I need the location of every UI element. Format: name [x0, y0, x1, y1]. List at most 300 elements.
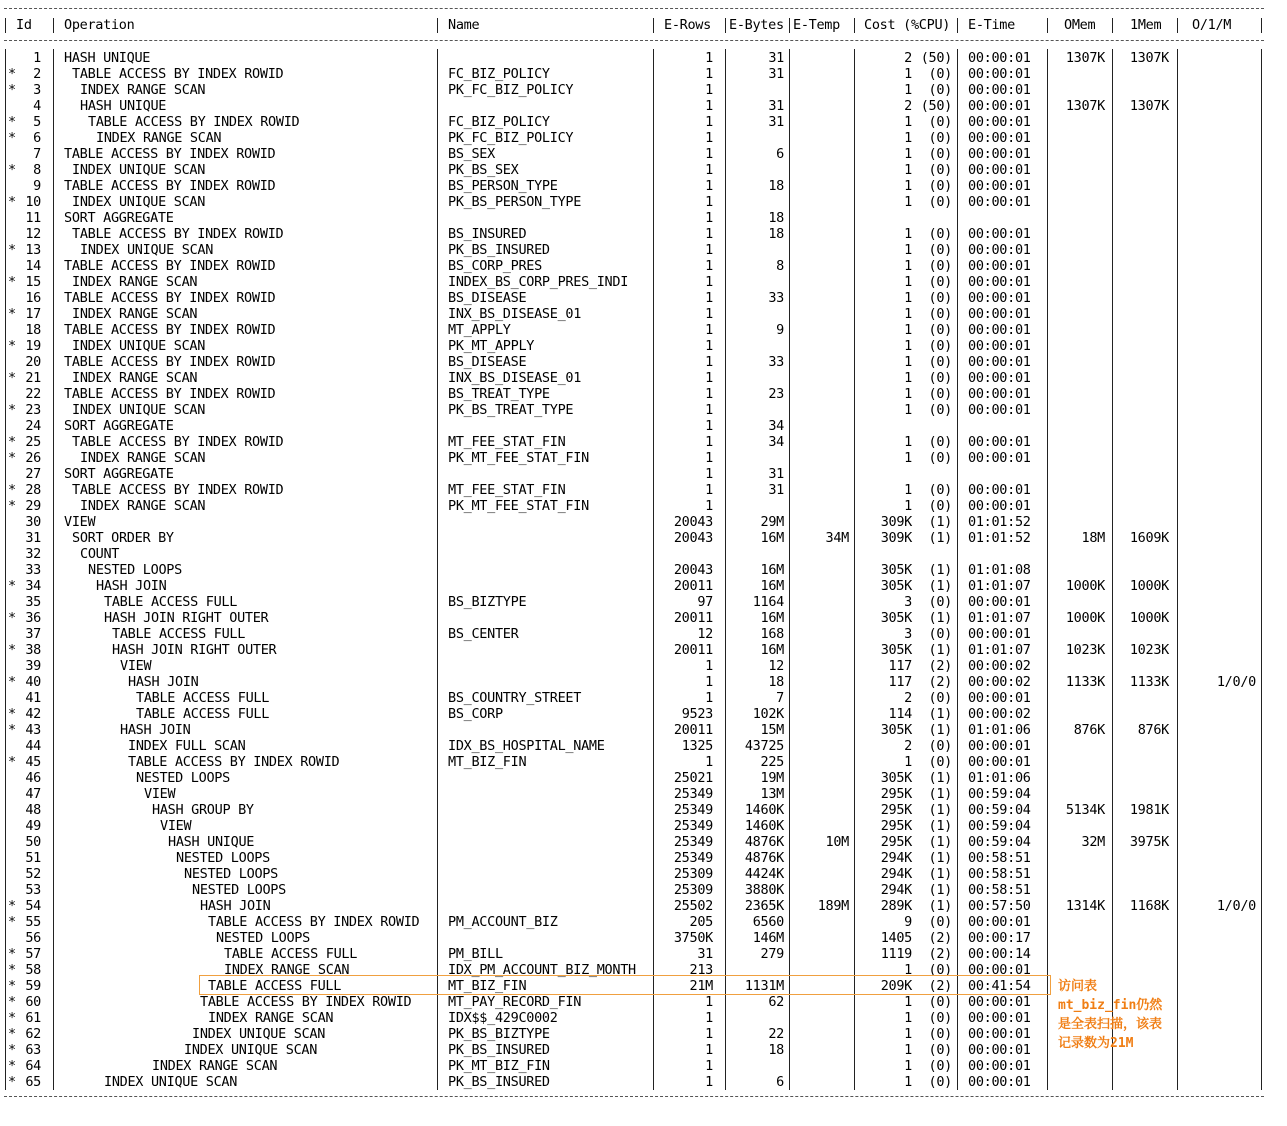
row-operation: SORT AGGREGATE [64, 418, 174, 434]
plan-row [0, 754, 1287, 770]
row-cost: 309K [880, 514, 912, 530]
row-erows: 1 [705, 290, 713, 306]
row-name: MT_FEE_STAT_FIN [448, 482, 566, 498]
row-erows: 1 [705, 1010, 713, 1026]
row-operation: VIEW [160, 818, 192, 834]
row-ebytes: 22 [768, 1026, 784, 1042]
row-erows: 1 [705, 434, 713, 450]
plan-row [0, 866, 1287, 882]
row-erows: 1 [705, 226, 713, 242]
row-cpu: (0) [928, 626, 952, 642]
separator-header [1177, 18, 1178, 33]
separator-header [1047, 18, 1048, 33]
row-id: 14 [25, 258, 41, 274]
row-cost: 1119 [880, 946, 912, 962]
row-cost: 1 [904, 66, 912, 82]
row-name: BS_INSURED [448, 226, 527, 242]
row-cpu: (0) [928, 434, 952, 450]
row-cpu: (0) [928, 1026, 952, 1042]
header-ebytes: E-Bytes [729, 17, 784, 33]
row-operation: INDEX UNIQUE SCAN [104, 1074, 238, 1090]
row-name: FC_BIZ_POLICY [448, 114, 550, 130]
row-id: 33 [25, 562, 41, 578]
row-operation: INDEX UNIQUE SCAN [72, 402, 206, 418]
row-etime: 00:00:01 [968, 1010, 1031, 1026]
row-cpu: (0) [928, 370, 952, 386]
row-id: 26 [25, 450, 41, 466]
row-1mem: 1000K [1129, 610, 1169, 626]
row-cpu: (0) [928, 146, 952, 162]
row-name: BS_CORP [448, 706, 503, 722]
row-cost: 1 [904, 226, 912, 242]
row-cost: 1 [904, 482, 912, 498]
plan-row [0, 402, 1287, 418]
row-operation: INDEX UNIQUE SCAN [80, 242, 214, 258]
plan-row [0, 434, 1287, 450]
row-etime: 00:00:01 [968, 114, 1031, 130]
plan-row [0, 242, 1287, 258]
row-operation: TABLE ACCESS BY INDEX ROWID [88, 114, 300, 130]
row-erows: 1 [705, 690, 713, 706]
row-operation: INDEX UNIQUE SCAN [192, 1026, 326, 1042]
row-name: INX_BS_DISEASE_01 [448, 370, 582, 386]
row-id: 36 [25, 610, 41, 626]
row-erows: 12 [697, 626, 713, 642]
row-cpu: (0) [928, 162, 952, 178]
row-cpu: (0) [928, 1042, 952, 1058]
row-1mem: 1307K [1129, 50, 1169, 66]
row-operation: TABLE ACCESS BY INDEX ROWID [208, 914, 420, 930]
row-cost: 1 [904, 338, 912, 354]
row-cost: 1 [904, 1074, 912, 1090]
row-etime: 00:59:04 [968, 834, 1031, 850]
row-etime: 00:00:01 [968, 1042, 1031, 1058]
plan-row [0, 226, 1287, 242]
annotation-line-2: mt_biz_fin仍然 [1058, 998, 1163, 1013]
row-etime: 00:59:04 [968, 786, 1031, 802]
row-cpu: (0) [928, 290, 952, 306]
row-erows: 1 [705, 674, 713, 690]
row-star: * [8, 578, 16, 594]
row-1mem: 1168K [1129, 898, 1169, 914]
plan-row [0, 722, 1287, 738]
row-star: * [8, 242, 16, 258]
row-erows: 1 [705, 210, 713, 226]
plan-row [0, 642, 1287, 658]
row-erows: 1 [705, 98, 713, 114]
row-cpu: (0) [928, 306, 952, 322]
row-cpu: (0) [928, 178, 952, 194]
plan-row [0, 354, 1287, 370]
row-ebytes: 29M [760, 514, 784, 530]
plan-row [0, 1074, 1287, 1090]
row-erows: 1 [705, 1042, 713, 1058]
row-etime: 00:41:54 [968, 978, 1031, 994]
row-ebytes: 31 [768, 466, 784, 482]
plan-row [0, 386, 1287, 402]
row-erows: 1 [705, 1074, 713, 1090]
row-etime: 00:00:01 [968, 66, 1031, 82]
row-erows: 1 [705, 354, 713, 370]
row-name: PK_BS_PERSON_TYPE [448, 194, 582, 210]
row-operation: HASH JOIN [96, 578, 167, 594]
row-name: PK_BS_SEX [448, 162, 519, 178]
row-star: * [8, 162, 16, 178]
top-divider [4, 8, 1264, 9]
row-etemp: 189M [817, 898, 849, 914]
row-name: PK_MT_APPLY [448, 338, 535, 354]
row-id: 54 [25, 898, 41, 914]
row-cost: 294K [880, 866, 912, 882]
row-id: 37 [25, 626, 41, 642]
row-operation: HASH GROUP BY [152, 802, 254, 818]
row-etime: 00:00:01 [968, 178, 1031, 194]
row-erows: 21M [689, 978, 713, 994]
row-operation: TABLE ACCESS BY INDEX ROWID [128, 754, 340, 770]
row-cpu: (0) [928, 1074, 952, 1090]
annotation-line-4: 记录数为21M [1058, 1036, 1134, 1051]
row-cpu: (50) [920, 98, 952, 114]
row-name: INDEX_BS_CORP_PRES_INDI [448, 274, 629, 290]
row-cost: 2 [904, 98, 912, 114]
plan-row [0, 546, 1287, 562]
plan-row [0, 146, 1287, 162]
row-id: 35 [25, 594, 41, 610]
row-cost: 1 [904, 178, 912, 194]
plan-row [0, 450, 1287, 466]
row-star: * [8, 450, 16, 466]
plan-row [0, 306, 1287, 322]
row-operation: HASH UNIQUE [64, 50, 151, 66]
plan-row [0, 418, 1287, 434]
row-cost: 1 [904, 1058, 912, 1074]
row-cpu: (0) [928, 402, 952, 418]
plan-row [0, 482, 1287, 498]
row-1mem: 1000K [1129, 578, 1169, 594]
row-etemp: 10M [825, 834, 849, 850]
row-cpu: (0) [928, 322, 952, 338]
row-ebytes: 31 [768, 114, 784, 130]
row-star: * [8, 994, 16, 1010]
row-erows: 1 [705, 418, 713, 434]
row-cpu: (0) [928, 338, 952, 354]
row-operation: INDEX RANGE SCAN [152, 1058, 278, 1074]
row-cpu: (1) [928, 818, 952, 834]
row-id: 47 [25, 786, 41, 802]
row-cpu: (0) [928, 1058, 952, 1074]
row-omem: 5134K [1065, 802, 1105, 818]
row-ebytes: 43725 [744, 738, 784, 754]
row-name: PK_BS_INSURED [448, 1074, 550, 1090]
row-id: 63 [25, 1042, 41, 1058]
row-operation: NESTED LOOPS [192, 882, 286, 898]
row-id: 48 [25, 802, 41, 818]
row-cpu: (1) [928, 866, 952, 882]
row-erows: 1 [705, 466, 713, 482]
row-ebytes: 1460K [744, 802, 784, 818]
row-id: 51 [25, 850, 41, 866]
plan-row [0, 850, 1287, 866]
row-etime: 00:00:01 [968, 594, 1031, 610]
row-star: * [8, 274, 16, 290]
row-cost: 1 [904, 498, 912, 514]
row-cpu: (1) [928, 786, 952, 802]
row-cost: 1 [904, 146, 912, 162]
row-erows: 3750K [673, 930, 713, 946]
row-cost: 1 [904, 114, 912, 130]
row-star: * [8, 946, 16, 962]
row-cpu: (1) [928, 530, 952, 546]
row-name: PK_FC_BIZ_POLICY [448, 130, 574, 146]
row-cpu: (0) [928, 738, 952, 754]
row-operation: INDEX UNIQUE SCAN [72, 194, 206, 210]
row-star: * [8, 1026, 16, 1042]
row-id: 56 [25, 930, 41, 946]
row-operation: HASH JOIN [200, 898, 271, 914]
row-name: BS_TREAT_TYPE [448, 386, 550, 402]
row-id: 58 [25, 962, 41, 978]
row-operation: TABLE ACCESS FULL [224, 946, 358, 962]
row-ebytes: 1131M [744, 978, 784, 994]
row-cost: 2 [904, 738, 912, 754]
row-ebytes: 62 [768, 994, 784, 1010]
row-id: 30 [25, 514, 41, 530]
row-star: * [8, 114, 16, 130]
row-etime: 00:00:01 [968, 370, 1031, 386]
row-etime: 00:00:01 [968, 130, 1031, 146]
row-id: 60 [25, 994, 41, 1010]
row-cpu: (0) [928, 594, 952, 610]
row-operation: INDEX UNIQUE SCAN [184, 1042, 318, 1058]
row-operation: INDEX UNIQUE SCAN [72, 338, 206, 354]
separator-header [854, 18, 855, 33]
row-omem: 1000K [1065, 578, 1105, 594]
row-cpu: (0) [928, 226, 952, 242]
row-etime: 00:00:01 [968, 98, 1031, 114]
row-cpu: (0) [928, 82, 952, 98]
row-cpu: (50) [920, 50, 952, 66]
row-operation: TABLE ACCESS FULL [208, 978, 342, 994]
row-id: 55 [25, 914, 41, 930]
row-cpu: (0) [928, 482, 952, 498]
row-cpu: (0) [928, 994, 952, 1010]
plan-row [0, 322, 1287, 338]
row-ebytes: 18 [768, 674, 784, 690]
row-star: * [8, 1042, 16, 1058]
row-name: PK_MT_FEE_STAT_FIN [448, 498, 589, 514]
row-operation: TABLE ACCESS BY INDEX ROWID [72, 66, 284, 82]
row-ebytes: 7 [776, 690, 784, 706]
annotation-note [1058, 977, 1162, 1053]
plan-row [0, 834, 1287, 850]
row-id: 45 [25, 754, 41, 770]
row-id: 59 [25, 978, 41, 994]
row-ebytes: 9 [776, 322, 784, 338]
row-cpu: (1) [928, 722, 952, 738]
row-ebytes: 6560 [752, 914, 784, 930]
row-operation: INDEX RANGE SCAN [72, 306, 198, 322]
row-id: 4 [33, 98, 41, 114]
row-ebytes: 12 [768, 658, 784, 674]
row-etime: 00:00:01 [968, 322, 1031, 338]
row-erows: 9523 [681, 706, 713, 722]
row-operation: INDEX RANGE SCAN [72, 274, 198, 290]
row-star: * [8, 610, 16, 626]
row-etime: 00:00:01 [968, 914, 1031, 930]
row-name: IDX$$_429C0002 [448, 1010, 558, 1026]
row-omem: 876K [1073, 722, 1105, 738]
row-star: * [8, 306, 16, 322]
row-cost: 1 [904, 1010, 912, 1026]
row-etime: 00:00:01 [968, 690, 1031, 706]
row-cpu: (0) [928, 66, 952, 82]
row-erows: 20043 [673, 514, 713, 530]
row-etime: 00:00:17 [968, 930, 1031, 946]
row-cpu: (1) [928, 578, 952, 594]
row-cpu: (0) [928, 242, 952, 258]
row-etime: 00:00:01 [968, 354, 1031, 370]
row-cost: 1 [904, 258, 912, 274]
row-cost: 117 [888, 674, 912, 690]
row-name: BS_BIZTYPE [448, 594, 527, 610]
separator-header [53, 18, 54, 33]
row-cpu: (1) [928, 898, 952, 914]
row-cpu: (2) [928, 978, 952, 994]
row-name: PK_MT_FEE_STAT_FIN [448, 450, 589, 466]
row-id: 6 [33, 130, 41, 146]
row-erows: 1 [705, 322, 713, 338]
separator-header [1261, 18, 1262, 33]
row-star: * [8, 434, 16, 450]
row-star: * [8, 66, 16, 82]
row-cost: 3 [904, 594, 912, 610]
row-etime: 00:00:01 [968, 290, 1031, 306]
row-id: 12 [25, 226, 41, 242]
row-star: * [8, 898, 16, 914]
row-star: * [8, 1058, 16, 1074]
row-etime: 00:00:01 [968, 450, 1031, 466]
row-operation: HASH JOIN RIGHT OUTER [104, 610, 269, 626]
row-erows: 20043 [673, 562, 713, 578]
plan-row [0, 514, 1287, 530]
row-cpu: (0) [928, 130, 952, 146]
row-id: 24 [25, 418, 41, 434]
row-name: IDX_PM_ACCOUNT_BIZ_MONTH [448, 962, 636, 978]
row-star: * [8, 1010, 16, 1026]
row-name: PK_BS_INSURED [448, 242, 550, 258]
row-cost: 1 [904, 370, 912, 386]
row-erows: 1 [705, 274, 713, 290]
row-id: 18 [25, 322, 41, 338]
row-id: 42 [25, 706, 41, 722]
row-id: 25 [25, 434, 41, 450]
row-cost: 1 [904, 274, 912, 290]
row-etime: 00:57:50 [968, 898, 1031, 914]
row-erows: 1 [705, 1058, 713, 1074]
row-name: MT_PAY_RECORD_FIN [448, 994, 582, 1010]
row-cpu: (1) [928, 706, 952, 722]
row-etime: 00:00:02 [968, 706, 1031, 722]
row-star: * [8, 82, 16, 98]
header-cost: Cost (%CPU) [864, 17, 951, 33]
row-id: 1 [33, 50, 41, 66]
plan-row [0, 210, 1287, 226]
row-ebytes: 4876K [744, 834, 784, 850]
row-erows: 1 [705, 130, 713, 146]
row-id: 10 [25, 194, 41, 210]
row-erows: 1 [705, 386, 713, 402]
plan-row [0, 898, 1287, 914]
plan-row [0, 578, 1287, 594]
row-ebytes: 102K [752, 706, 784, 722]
row-etime: 00:00:01 [968, 626, 1031, 642]
row-etime: 00:00:01 [968, 962, 1031, 978]
row-cost: 114 [888, 706, 912, 722]
row-name: BS_SEX [448, 146, 495, 162]
separator-header [437, 18, 438, 33]
plan-row [0, 370, 1287, 386]
row-cost: 305K [880, 722, 912, 738]
row-operation: TABLE ACCESS BY INDEX ROWID [64, 258, 276, 274]
row-operation: TABLE ACCESS BY INDEX ROWID [72, 226, 284, 242]
row-operation: TABLE ACCESS FULL [136, 706, 270, 722]
header-id: Id [16, 17, 32, 33]
row-id: 31 [25, 530, 41, 546]
row-ebytes: 18 [768, 1042, 784, 1058]
row-cost: 1 [904, 82, 912, 98]
row-operation: INDEX RANGE SCAN [80, 498, 206, 514]
row-omem: 18M [1081, 530, 1105, 546]
row-operation: INDEX RANGE SCAN [80, 82, 206, 98]
row-o1m: 1/0/0 [1216, 898, 1256, 914]
row-etime: 00:59:04 [968, 802, 1031, 818]
row-ebytes: 31 [768, 482, 784, 498]
row-cost: 305K [880, 610, 912, 626]
row-id: 39 [25, 658, 41, 674]
row-name: PK_BS_BIZTYPE [448, 1026, 550, 1042]
row-star: * [8, 962, 16, 978]
row-etime: 00:00:14 [968, 946, 1031, 962]
row-operation: HASH UNIQUE [80, 98, 167, 114]
row-erows: 1 [705, 754, 713, 770]
row-cost: 2 [904, 50, 912, 66]
row-id: 15 [25, 274, 41, 290]
row-etime: 00:00:01 [968, 338, 1031, 354]
header-erows: E-Rows [664, 17, 711, 33]
row-id: 43 [25, 722, 41, 738]
row-cpu: (1) [928, 642, 952, 658]
row-etime: 00:00:01 [968, 146, 1031, 162]
row-cpu: (0) [928, 258, 952, 274]
row-cpu: (2) [928, 658, 952, 674]
row-etime: 00:00:01 [968, 50, 1031, 66]
row-ebytes: 2365K [744, 898, 784, 914]
header-1mem: 1Mem [1130, 17, 1162, 33]
plan-row [0, 738, 1287, 754]
row-cost: 295K [880, 786, 912, 802]
row-id: 5 [33, 114, 41, 130]
row-id: 41 [25, 690, 41, 706]
row-erows: 205 [689, 914, 713, 930]
plan-row [0, 82, 1287, 98]
row-name: BS_COUNTRY_STREET [448, 690, 582, 706]
row-id: 34 [25, 578, 41, 594]
row-1mem: 1307K [1129, 98, 1169, 114]
row-erows: 20011 [673, 722, 713, 738]
row-name: IDX_BS_HOSPITAL_NAME [448, 738, 605, 754]
separator-header [653, 18, 654, 33]
row-id: 20 [25, 354, 41, 370]
